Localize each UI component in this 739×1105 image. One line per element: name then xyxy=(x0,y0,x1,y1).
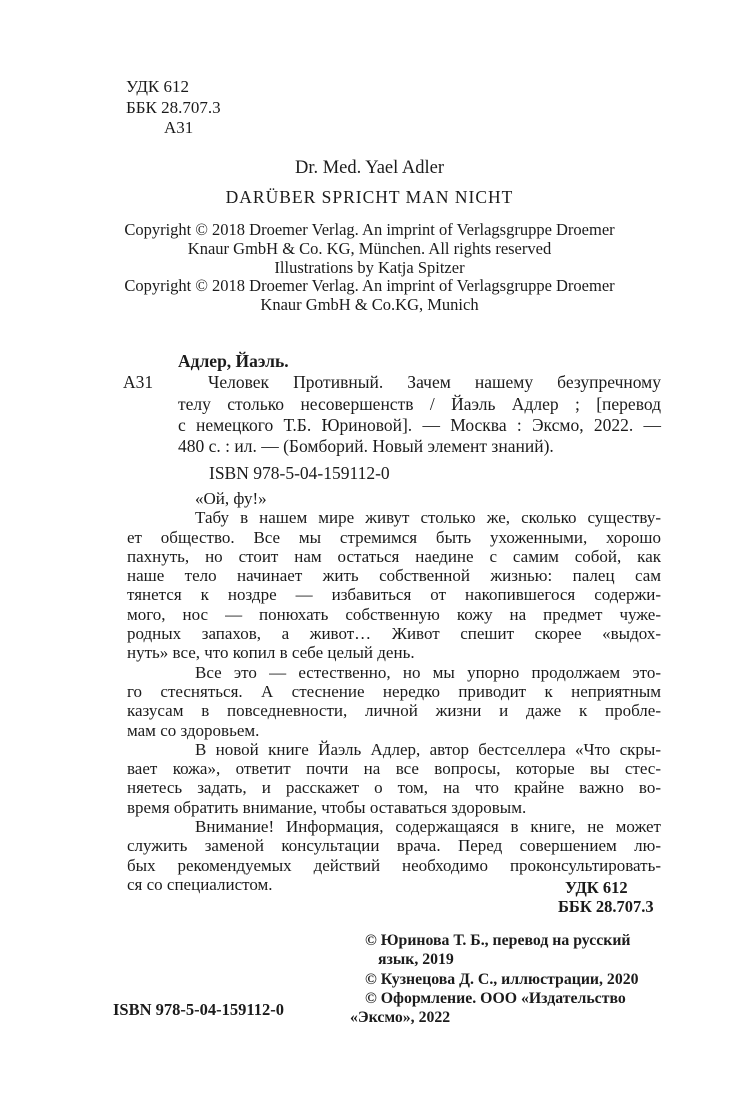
original-title: DARÜBER SPRICHT MAN NICHT xyxy=(225,187,514,207)
original-author: Dr. Med. Yael Adler xyxy=(294,158,445,178)
text-line: го стесняться. А стеснение нередко приводит к неприятным xyxy=(127,681,661,701)
text-line: тянется к ноздре — избавиться от накопившегося содержи- xyxy=(127,585,661,605)
text-line: телу столько несовершенств / Йаэль Адлер ; [перевод xyxy=(178,393,661,414)
copyright-credits xyxy=(350,931,670,1027)
bbk-code: ББК 28.707.3 xyxy=(126,97,221,117)
text-line: ся со специалистом. xyxy=(127,874,273,894)
text-line: бых рекомендуемых действий необходимо проконсультировать- xyxy=(127,855,661,875)
udk-code: УДК 612 xyxy=(565,878,628,897)
author-sign-code: А31 xyxy=(164,118,194,137)
isbn-bottom: ISBN 978-5-04-159112-0 xyxy=(113,1000,284,1019)
text-line: © Оформление. ООО «Издательство xyxy=(365,989,626,1007)
original-title-block xyxy=(0,153,739,212)
text-line: «Эксмо», 2022 xyxy=(350,1009,451,1027)
text-line: нуть» все, что копил в себе целый день. xyxy=(127,643,415,663)
text-line: Copyright © 2018 Droemer Verlag. An imprint of Verlagsgruppe Droemer xyxy=(124,220,615,239)
text-line: няетесь задать, и расскажет о том, на что крайне важно во- xyxy=(127,778,661,798)
text-line: язык, 2019 xyxy=(378,951,454,969)
text-line: вает кожа», ответит почти на все вопросы, которые вы стес- xyxy=(127,759,661,779)
text-line: © Кузнецова Д. С., иллюстрации, 2020 xyxy=(365,970,639,988)
bib-author-heading: Адлер, Йаэль. xyxy=(178,351,289,371)
text-line: Табу в нашем мире живут столько же, сколько существу- xyxy=(195,508,661,528)
text-line: наше тело начинает жить собственной жизнью: палец сам xyxy=(127,566,661,586)
text-line: родных запахов, а живот… Живот спешит скорее «выдох- xyxy=(127,624,661,644)
text-line: мам со здоровьем. xyxy=(127,720,260,740)
text-line: Illustrations by Katja Spitzer xyxy=(274,257,465,277)
text-line: служить заменой консультации врача. Перед совершением лю- xyxy=(127,836,661,856)
bottom-classification-codes xyxy=(558,878,654,916)
text-line: пахнуть, но стоит нам остаться наедине с самим собой, как xyxy=(127,546,661,566)
copyright-block xyxy=(0,221,739,315)
text-line: мого, нос — понюхать собственную кожу на предмет чуже- xyxy=(127,604,661,624)
text-line: казусам в повседневности, личной жизни и даже к пробле- xyxy=(127,701,661,721)
text-line: с немецкого Т.Б. Юриновой]. — Москва : Эксмо, 2022. — xyxy=(178,414,661,435)
text-line: Knaur GmbH & Co. KG, München. All rights reserved xyxy=(187,238,552,258)
bbk-code: ББК 28.707.3 xyxy=(558,897,654,916)
isbn-line: ISBN 978-5-04-159112-0 xyxy=(209,463,390,484)
top-classification-codes xyxy=(126,77,221,139)
annotation-block xyxy=(127,489,661,894)
bib-description xyxy=(178,372,661,457)
text-line: Copyright © 2018 Droemer Verlag. An imprint of Verlagsgruppe Droemer xyxy=(124,276,615,296)
udk-code: УДК 612 xyxy=(126,77,190,96)
text-line: В новой книге Йаэль Адлер, автор бестселлера «Что скры- xyxy=(195,739,661,759)
bib-author-sign: А31 xyxy=(123,372,154,392)
text-line: Knaur GmbH & Co.KG, Munich xyxy=(260,295,479,315)
text-line: 480 с. : ил. — (Бомборий. Новый элемент знаний). xyxy=(178,436,554,457)
text-line: Все это — естественно, но мы упорно продолжаем это- xyxy=(195,662,661,682)
text-line: Внимание! Информация, содержащаяся в книге, не может xyxy=(195,817,661,837)
bibliographic-record xyxy=(123,351,661,485)
text-line: ет общество. Все мы стремимся быть ухоженными, хорошо xyxy=(127,527,661,547)
text-line: время обратить внимание, чтобы оставаться здоровым. xyxy=(127,797,527,817)
annotation-exclaim: «Ой, фу!» xyxy=(195,489,267,508)
text-line: Человек Противный. Зачем нашему безупречному xyxy=(208,372,661,393)
text-line: © Юринова Т. Б., перевод на русский xyxy=(365,932,631,949)
